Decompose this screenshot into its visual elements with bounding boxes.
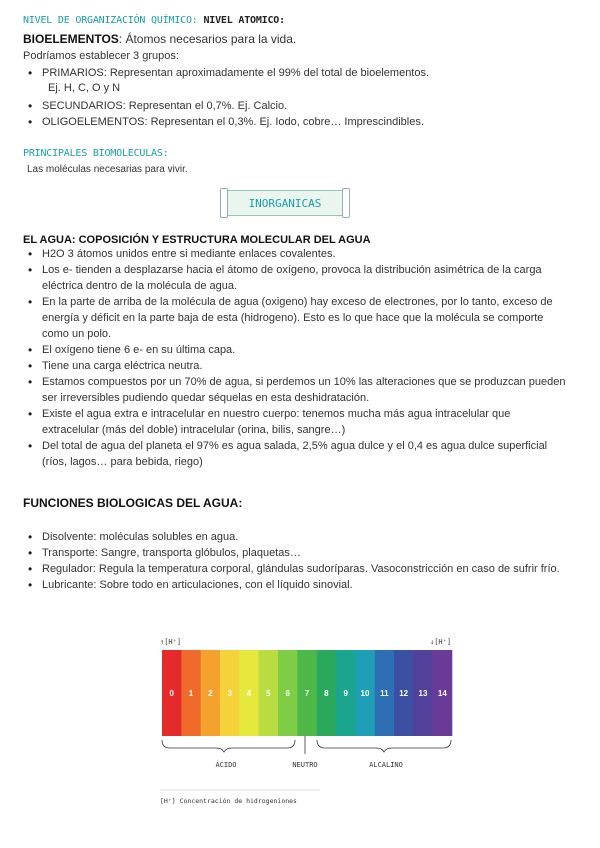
agua-list (23, 246, 568, 470)
neutro-label: NEUTRO (292, 761, 318, 769)
bioelementos-example: Ej. H, C, O y N (48, 82, 121, 94)
ph-value-7: 7 (304, 689, 310, 698)
list-item: • H2O 3 átomos unidos entre si mediante enlaces covalentes. (23, 246, 568, 262)
acido-label: ÁCIDO (215, 761, 237, 769)
list-item: • Los e- tienden a desplazarse hacia el átomo de oxígeno, provoca la distribución asimétrica de la carga eléctrica dentro de la molécula de agua. (23, 262, 568, 294)
list-item: • Lubricante: Sobre todo en articulaciones, con el líquido sinovial. (23, 577, 568, 593)
ph-value-3: 3 (227, 689, 232, 698)
list-item: • SECUNDARIOS: Representan el 0,7%. Ej. Calcio. (23, 98, 568, 114)
ph-value-11: 11 (380, 689, 389, 698)
list-item: • Existe el agua extra e intracelular en nuestro cuerpo: tenemos mucha más agua intracelular que extracelular (más del doble) intracelular (orina, bilis, sangre…) (23, 406, 568, 438)
ph-value-14: 14 (437, 689, 447, 698)
header-value: NIVEL ATOMICO: (203, 15, 285, 26)
list-item: • El oxígeno tiene 6 e- en su última capa. (23, 342, 568, 358)
list-item: • Regulador: Regula la temperatura corporal, glándulas sudoríparas. Vasoconstricción en caso de sufrir frío. (23, 561, 568, 577)
ph-value-2: 2 (208, 689, 213, 698)
ph-value-1: 1 (188, 689, 194, 698)
ph-value-12: 12 (399, 689, 409, 698)
ph-segments (162, 650, 452, 736)
list-item: • Tiene una carga eléctrica neutra. (23, 358, 568, 374)
list-item: • OLIGOELEMENTOS: Representan el 0,3%. Ej. Iodo, cobre… Imprescindibles. (23, 114, 568, 130)
funciones-list (23, 529, 568, 593)
list-item: • Disolvente: moléculas solubles en agua. (23, 529, 568, 545)
list-item: • Transporte: Sangre, transporta glóbulos, plaquetas… (23, 545, 568, 561)
list-item: • En la parte de arriba de la molécula de agua (oxigeno) hay exceso de electrones, por lo tanto, exceso de energía y déficit en la parte baja de esta (hidrogeno). Esto es lo que hace que la molécula se comporte como un polo. (23, 294, 568, 342)
list-item: • Estamos compuestos por un 70% de agua, si perdemos un 10% las alteraciones que se produzcan pueden ser irreversibles pudiendo quedar séquelas en esta deshidratación. (23, 374, 568, 406)
bioelementos-intro: Podríamos establecer 3 grupos: (23, 50, 179, 62)
biomoleculas-title: PRINCIPALES BIOMOLECULAS: (23, 148, 169, 159)
ph-value-13: 13 (418, 689, 428, 698)
ph-left-label: ↑[H⁺] (160, 638, 182, 646)
ph-value-5: 5 (266, 689, 271, 698)
ph-value-0: 0 (169, 689, 174, 698)
alcalino-label: ALCALINO (369, 761, 403, 769)
ph-right-label: ↓[H⁺] (430, 638, 452, 646)
ph-scale-figure (150, 630, 460, 810)
bioelementos-line (23, 32, 296, 46)
acido-bracket (162, 740, 295, 752)
list-item: • Del total de agua del planeta el 97% es agua salada, 2,5% agua dulce y el 0,4 es agua dulce superficial (ríos, lagos… para bebida, riego) (23, 438, 568, 470)
inorganicas-tag (224, 190, 346, 216)
bioelementos-definition: : Átomos necesarios para la vida. (118, 32, 297, 46)
ph-value-8: 8 (324, 689, 329, 698)
biomoleculas-text: Las moléculas necesarias para vivir. (27, 164, 188, 175)
ph-value-6: 6 (285, 689, 290, 698)
ph-value-10: 10 (360, 689, 370, 698)
list-item: • PRIMARIOS: Representan aproximadamente el 99% del total de bioelementos. (23, 65, 568, 81)
ph-value-9: 9 (343, 689, 348, 698)
ph-value-4: 4 (246, 689, 252, 698)
bioelementos-list (23, 65, 568, 81)
alcalino-bracket (317, 740, 451, 752)
header-line (23, 14, 285, 28)
header-label: NIVEL DE ORGANIZACIÓN QUÍMICO: (23, 15, 198, 26)
ph-caption: [H⁺] Concentración de hidrogeniones (160, 797, 297, 805)
agua-title: EL AGUA: COPOSICIÓN Y ESTRUCTURA MOLECULAR DEL AGUA (23, 234, 371, 246)
bioelementos-list-continued (23, 98, 568, 130)
bioelementos-term: BIOELEMENTOS (23, 32, 119, 46)
inorganicas-tag-label: INORGANICAS (248, 196, 322, 210)
funciones-title: FUNCIONES BIOLOGICAS DEL AGUA: (23, 496, 243, 510)
